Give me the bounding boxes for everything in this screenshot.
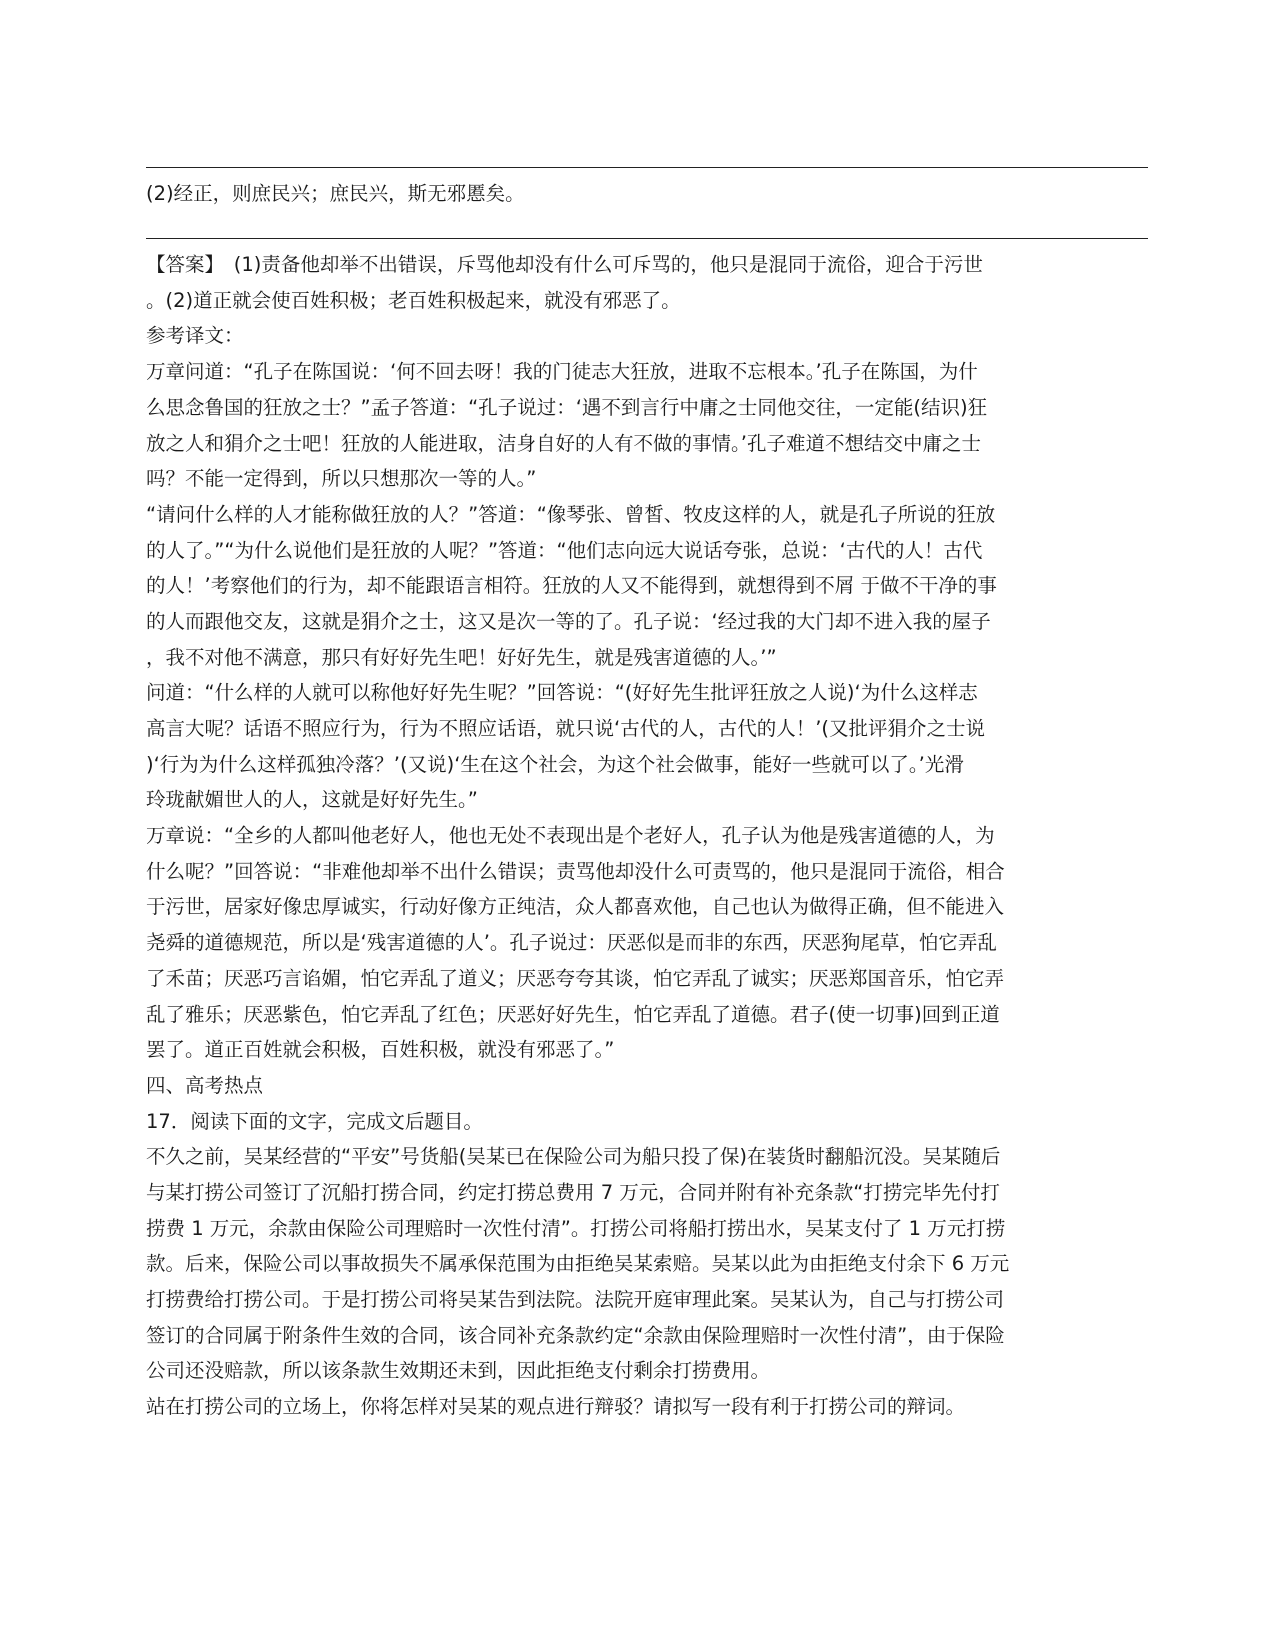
text-line: 玲珑献媚世人的人，这就是好好先生。” [146,788,478,812]
text-line: 高言大呢？话语不照应行为，行为不照应话语，就只说‘古代的人，古代的人！’(又批评狷介之士说 [146,717,986,740]
text-line: 17．阅读下面的文字，完成文后题目。 [146,1109,483,1133]
text-line: 吗？不能一定得到，所以只想那次一等的人。” [146,467,537,491]
text-line: 不久之前，吴某经营的“平安”号货船(吴某已在保险公司为船只投了保)在装货时翻船沉没。吴某随后 [146,1145,1001,1169]
text-line: 了禾苗；厌恶巧言谄媚，怕它弄乱了道义；厌恶夸夸其谈，怕它弄乱了诚实；厌恶郑国音乐，怕它弄 [146,966,1005,990]
text-line: )‘行为为什么这样孤独冷落？’(又说)‘生在这个社会，为这个社会做事，能好一些就可以了。’光滑 [146,752,964,776]
text-line: 的人！’考察他们的行为，却不能跟语言相符。狂放的人又不能得到，就想得到不屑 于做不干净的事 [146,574,997,598]
text-line: 什么呢？”回答说：“非难他却举不出什么错误；责骂他却没什么可责骂的，他只是混同于流俗，相合 [146,859,1005,883]
text-line: 与某打捞公司签订了沉船打捞合同，约定打捞总费用 7 万元，合同并附有补充条款“打捞完毕先付打 [146,1180,1000,1204]
text-line: 放之人和狷介之士吧！狂放的人能进取，洁身自好的人有不做的事情。’孔子难道不想结交中庸之士 [146,431,981,455]
text-line: 乱了雅乐；厌恶紫色，怕它弄乱了红色；厌恶好好先生，怕它弄乱了道德。君子(使一切事)回到正道 [146,1002,1000,1026]
answer-blank-line [146,140,1146,176]
text-line: 尧舜的道德规范，所以是‘残害道德的人’。孔子说过：厌恶似是而非的东西，厌恶狗尾草，怕它弄乱 [146,931,997,955]
text-line: ，我不对他不满意，那只有好好先生吧！好好先生，就是残害道德的人。’” [146,645,777,669]
text-line: 的人了。”“为什么说他们是狂放的人呢？”答道：“他们志向远大说话夸张，总说：‘古代的人！古代 [146,538,983,562]
text-line: 站在打捞公司的立场上，你将怎样对吴某的观点进行辩驳？请拟写一段有利于打捞公司的辩词。 [146,1395,966,1419]
text-line: 罢了。道正百姓就会积极，百姓积极，就没有邪恶了。” [146,1038,615,1062]
text-line: 四、高考热点 [146,1073,264,1097]
text-line: 于污世，居家好像忠厚诚实，行动好像方正纯洁，众人都喜欢他，自己也认为做得正确，但不能进入 [146,895,1005,919]
text-line: 万章问道：“孔子在陈国说：‘何不回去呀！我的门徒志大狂放，进取不忘根本。’孔子在陈国，为什 [146,360,978,384]
text-line: 的人而跟他交友，这就是狷介之士，这又是次一等的了。孔子说：‘经过我的大门却不进入我的屋子 [146,609,991,633]
text-line: 。(2)道正就会使百姓积极；老百姓积极起来，就没有邪恶了。 [146,288,681,312]
text-line: (2)经正，则庶民兴；庶民兴，斯无邪慝矣。 [146,181,525,205]
text-line: 么思念鲁国的狂放之士？”孟子答道：“孔子说过：‘遇不到言行中庸之士同他交往，一定能(结识)狂 [146,395,988,419]
text-line: 捞费 1 万元，余款由保险公司理赔时一次性付清”。打捞公司将船打捞出水，吴某支付了 1 万元打捞 [146,1216,1006,1240]
text-line: 【答案】 (1)责备他却举不出错误，斥骂他却没有什么可斥骂的，他只是混同于流俗，迎合于污世 [146,253,983,277]
answer-blank-line [146,211,1146,247]
text-line: “请问什么样的人才能称做狂放的人？”答道：“像琴张、曾皙、牧皮这样的人，就是孔子所说的狂放 [146,502,996,526]
text-line: 参考译文： [146,324,244,348]
text-line: 款。后来，保险公司以事故损失不属承保范围为由拒绝吴某索赔。吴某以此为由拒绝支付余下 6 万元 [146,1252,1010,1276]
text-line: 打捞费给打捞公司。于是打捞公司将吴某告到法院。法院开庭审理此案。吴某认为，自己与打捞公司 [146,1288,1005,1311]
text-line: 问道：“什么样的人就可以称他好好先生呢？”回答说：“(好好先生批评狂放之人说)‘为什么这样志 [146,681,978,705]
text-line: 万章说：“全乡的人都叫他老好人，他也无处不表现出是个老好人，孔子认为他是残害道德的人，为 [146,824,995,848]
document-page [146,140,1146,1425]
text-line: 公司还没赔款，所以该条款生效期还未到，因此拒绝支付剩余打捞费用。 [146,1359,771,1383]
text-line: 签订的合同属于附条件生效的合同，该合同补充条款约定“余款由保险理赔时一次性付清”，由于保险 [146,1323,1005,1347]
